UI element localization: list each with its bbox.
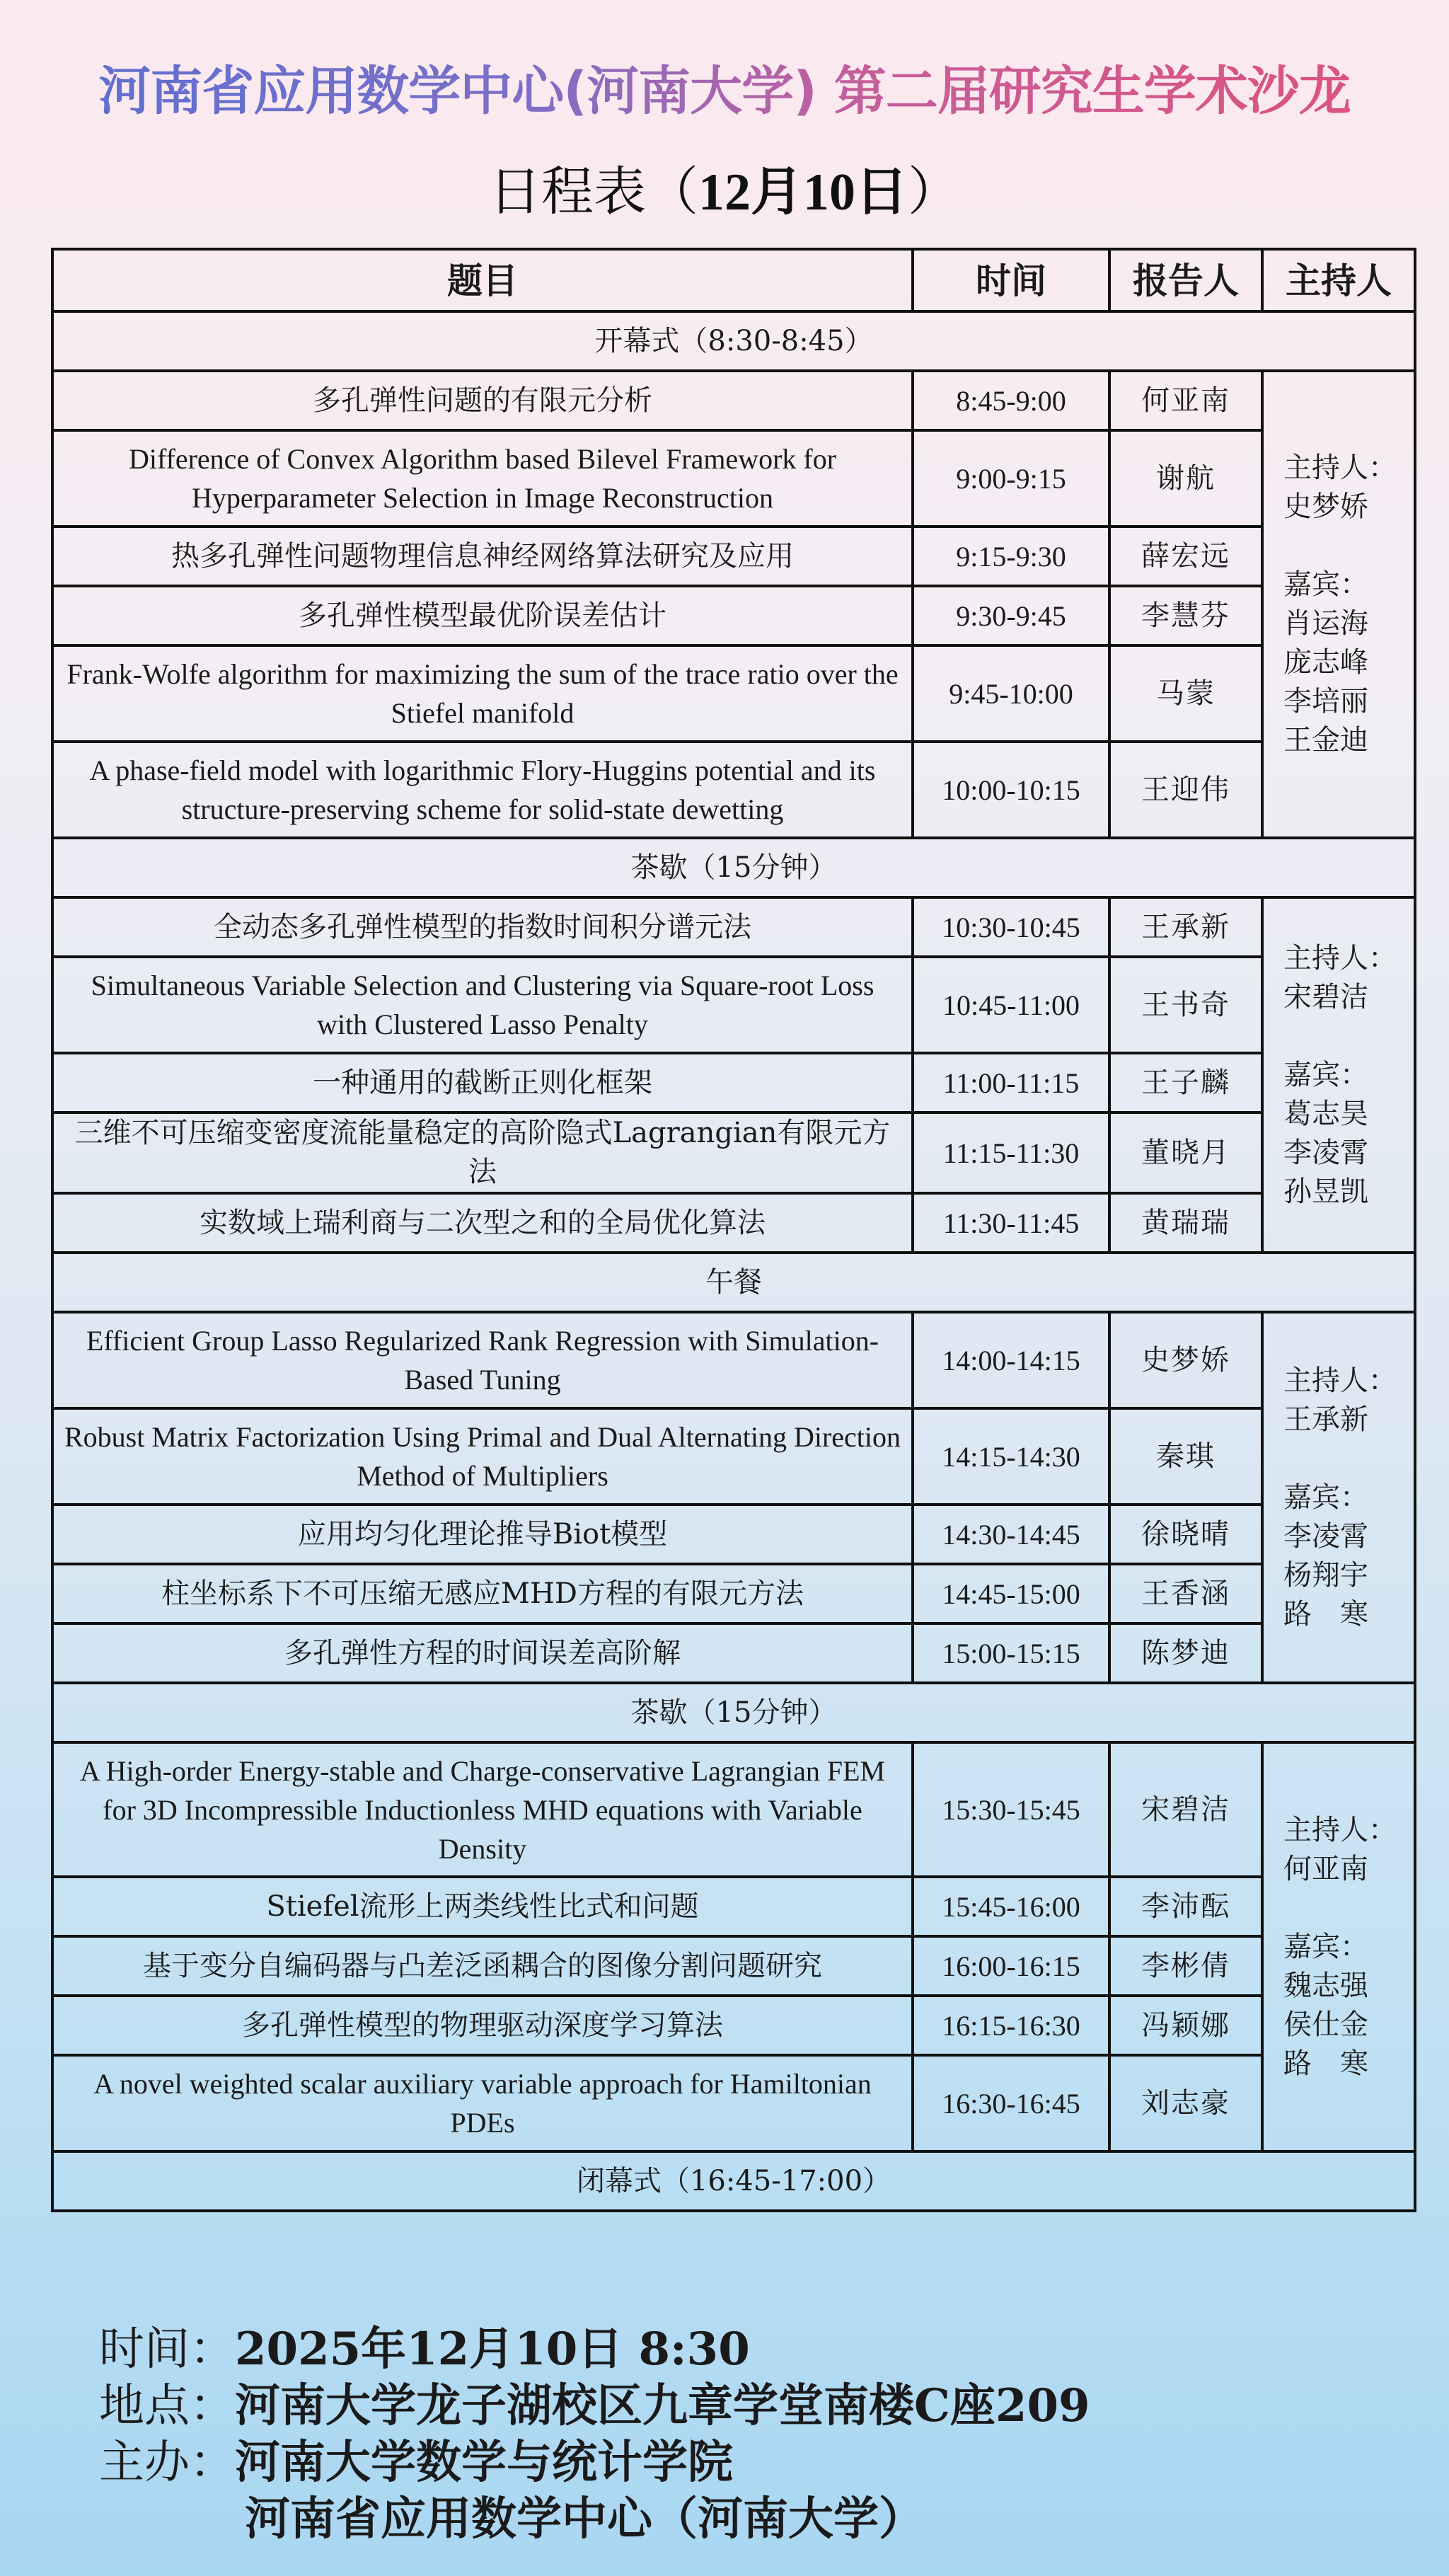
talk-title: Difference of Convex Algorithm based Bilevel Framework for Hyperparameter Selection in Image Reconstruction [52,430,913,527]
talk-time: 14:15-14:30 [913,1408,1109,1505]
event-organizer-label: 主办： [99,2437,235,2489]
table-row [52,1408,1415,1505]
column-header-speaker: 报告人 [1109,249,1262,311]
table-row [52,897,1415,957]
talk-title: 柱坐标系下不可压缩无感应MHD方程的有限元方法 [52,1564,913,1623]
table-row [52,586,1415,645]
page-title: 河南省应用数学中心(河南大学) 第二届研究生学术沙龙 [0,50,1449,125]
host-label: 主持人： [1283,941,1397,974]
event-organizer-row-2 [99,2491,1090,2548]
table-row [52,1742,1415,1877]
event-place-row [99,2378,1090,2434]
talk-time: 10:30-10:45 [913,897,1109,957]
talk-speaker: 陈梦迪 [1109,1623,1262,1683]
talk-title: 应用均匀化理论推导Biot模型 [52,1505,913,1564]
column-header-time: 时间 [913,249,1109,311]
talk-time: 10:45-11:00 [913,957,1109,1053]
table-row [52,527,1415,586]
table-row [52,1053,1415,1112]
schedule-table [51,248,1416,2212]
talk-speaker: 王承新 [1109,897,1262,957]
subtitle-date: 12月10日 [698,163,908,222]
column-header-host: 主持人 [1262,249,1415,311]
table-row [52,1312,1415,1408]
talk-title: 热多孔弹性问题物理信息神经网络算法研究及应用 [52,527,913,586]
table-row [52,645,1415,742]
table-row [52,957,1415,1053]
event-organizer-value-2: 河南省应用数学中心（河南大学） [245,2492,924,2546]
host-name: 史梦娇 [1283,490,1368,523]
talk-time: 15:30-15:45 [913,1742,1109,1877]
closing-row [52,2151,1415,2211]
talk-time: 15:45-16:00 [913,1877,1109,1936]
table-row [52,1623,1415,1683]
host-gap [1283,1439,1404,1478]
host-label: 主持人： [1283,1364,1397,1397]
talk-title: 三维不可压缩变密度流能量稳定的高阶隐式Lagrangian有限元方法 [52,1112,913,1193]
talk-title: Simultaneous Variable Selection and Clustering via Square-root Loss with Clustered Lasso Penalty [52,957,913,1053]
talk-time: 9:45-10:00 [913,645,1109,742]
schedule-body [52,311,1415,2211]
talk-speaker: 刘志豪 [1109,2055,1262,2151]
talk-speaker: 史梦娇 [1109,1312,1262,1408]
talk-title: 多孔弹性模型最优阶误差估计 [52,586,913,645]
guest-label: 嘉宾： [1283,1058,1368,1091]
event-organizer-row [99,2434,1090,2491]
host-name: 宋碧洁 [1283,980,1368,1013]
guest-name: 庞志峰 [1283,646,1368,679]
talk-speaker: 谢航 [1109,430,1262,527]
host-gap [1283,1017,1404,1056]
table-row [52,2055,1415,2151]
event-time-row [99,2321,1090,2378]
talk-speaker: 王迎伟 [1109,742,1262,838]
guest-name: 李培丽 [1283,685,1368,718]
table-header-row [52,249,1415,311]
event-time-value: 2025年12月10日 8:30 [235,2323,750,2376]
talk-time: 16:15-16:30 [913,1996,1109,2055]
talk-speaker: 徐晓晴 [1109,1505,1262,1564]
talk-speaker: 李沛酝 [1109,1877,1262,1936]
table-row [52,430,1415,527]
guest-name: 肖运海 [1283,607,1368,640]
guest-name: 路 寒 [1283,1597,1368,1631]
guest-name: 李凌霄 [1283,1519,1368,1553]
talk-time: 11:30-11:45 [913,1193,1109,1253]
talk-title: 多孔弹性模型的物理驱动深度学习算法 [52,1996,913,2055]
guest-name: 杨翔宇 [1283,1558,1368,1592]
host-gap [1283,1889,1404,1928]
talk-time: 9:00-9:15 [913,430,1109,527]
guest-label: 嘉宾： [1283,1930,1368,1963]
session-host-cell [1262,371,1415,838]
guest-name: 侯仕金 [1283,2008,1368,2041]
talk-title: 基于变分自编码器与凸差泛函耦合的图像分割问题研究 [52,1936,913,1996]
talk-title: Stiefel流形上两类线性比式和问题 [52,1877,913,1936]
section-label: 茶歇（15分钟） [52,1683,1415,1742]
column-header-title: 题目 [52,249,913,311]
host-label: 主持人： [1283,452,1397,484]
table-row [52,1112,1415,1193]
section-row [52,311,1415,371]
guest-name: 王金迪 [1283,724,1368,757]
talk-time: 11:00-11:15 [913,1053,1109,1112]
talk-time: 14:45-15:00 [913,1564,1109,1623]
section-row [52,838,1415,897]
section-row [52,1253,1415,1312]
talk-speaker: 宋碧洁 [1109,1742,1262,1877]
talk-title: A phase-field model with logarithmic Flory-Huggins potential and its structure-preserving scheme for solid-state dewetting [52,742,913,838]
section-label: 茶歇（15分钟） [52,838,1415,897]
talk-title: A novel weighted scalar auxiliary variable approach for Hamiltonian PDEs [52,2055,913,2151]
event-organizer-value-1: 河南大学数学与统计学院 [235,2436,733,2489]
talk-speaker: 董晓月 [1109,1112,1262,1193]
subtitle-prefix: 日程表（ [489,161,698,222]
schedule-subtitle [0,150,1449,225]
table-row [52,742,1415,838]
talk-title: 全动态多孔弹性模型的指数时间积分谱元法 [52,897,913,957]
talk-time: 15:00-15:15 [913,1623,1109,1683]
talk-speaker: 冯颖娜 [1109,1996,1262,2055]
talk-time: 9:30-9:45 [913,586,1109,645]
section-row [52,1683,1415,1742]
talk-title: 实数域上瑞利商与二次型之和的全局优化算法 [52,1193,913,1253]
talk-time: 14:30-14:45 [913,1505,1109,1564]
host-gap [1283,527,1404,565]
event-place-value: 河南大学龙子湖校区九章学堂南楼C座209 [235,2379,1090,2432]
subtitle-suffix: ） [908,161,960,222]
talk-speaker: 薛宏远 [1109,527,1262,586]
talk-speaker: 黄瑞瑞 [1109,1193,1262,1253]
talk-title: Robust Matrix Factorization Using Primal and Dual Alternating Direction Method of Multipliers [52,1408,913,1505]
table-row [52,1996,1415,2055]
talk-speaker: 王书奇 [1109,957,1262,1053]
talk-title: 多孔弹性方程的时间误差高阶解 [52,1623,913,1683]
talk-title: 一种通用的截断正则化框架 [52,1053,913,1112]
table-row [52,1193,1415,1253]
talk-title: Efficient Group Lasso Regularized Rank Regression with Simulation-Based Tuning [52,1312,913,1408]
guest-label: 嘉宾： [1283,1480,1368,1514]
talk-time: 16:30-16:45 [913,2055,1109,2151]
talk-time: 10:00-10:15 [913,742,1109,838]
table-row [52,1505,1415,1564]
talk-time: 16:00-16:15 [913,1936,1109,1996]
guest-name: 孙昱凯 [1283,1175,1368,1208]
table-row [52,1936,1415,1996]
talk-time: 8:45-9:00 [913,371,1109,430]
table-row [52,1877,1415,1936]
talk-speaker: 马蒙 [1109,645,1262,742]
session-host-cell [1262,1742,1415,2151]
guest-label: 嘉宾： [1283,568,1368,601]
host-name: 何亚南 [1283,1852,1368,1885]
guest-name: 李凌霄 [1283,1136,1368,1169]
talk-time: 9:15-9:30 [913,527,1109,586]
talk-title: Frank-Wolfe algorithm for maximizing the sum of the trace ratio over the Stiefel manifold [52,645,913,742]
table-row [52,371,1415,430]
talk-speaker: 何亚南 [1109,371,1262,430]
section-label: 开幕式（8:30-8:45） [52,311,1415,371]
event-place-label: 地点： [99,2380,235,2432]
host-label: 主持人： [1283,1813,1397,1846]
talk-speaker: 王香涵 [1109,1564,1262,1623]
closing-label: 闭幕式（16:45-17:00） [52,2151,1415,2211]
guest-name: 魏志强 [1283,1969,1368,2002]
guest-name: 葛志昊 [1283,1097,1368,1130]
talk-speaker: 李彬倩 [1109,1936,1262,1996]
session-host-cell [1262,897,1415,1253]
event-info [99,2321,1090,2548]
talk-title: 多孔弹性问题的有限元分析 [52,371,913,430]
section-label: 午餐 [52,1253,1415,1312]
host-name: 王承新 [1283,1403,1368,1436]
talk-time: 14:00-14:15 [913,1312,1109,1408]
event-time-label: 时间： [99,2323,235,2376]
table-row [52,1564,1415,1623]
talk-speaker: 秦琪 [1109,1408,1262,1505]
talk-speaker: 李慧芬 [1109,586,1262,645]
talk-title: A High-order Energy-stable and Charge-conservative Lagrangian FEM for 3D Incompressible Inductionless MHD equations with Variable Density [52,1742,913,1877]
talk-speaker: 王子麟 [1109,1053,1262,1112]
guest-name: 路 寒 [1283,2047,1368,2080]
talk-time: 11:15-11:30 [913,1112,1109,1193]
session-host-cell [1262,1312,1415,1683]
